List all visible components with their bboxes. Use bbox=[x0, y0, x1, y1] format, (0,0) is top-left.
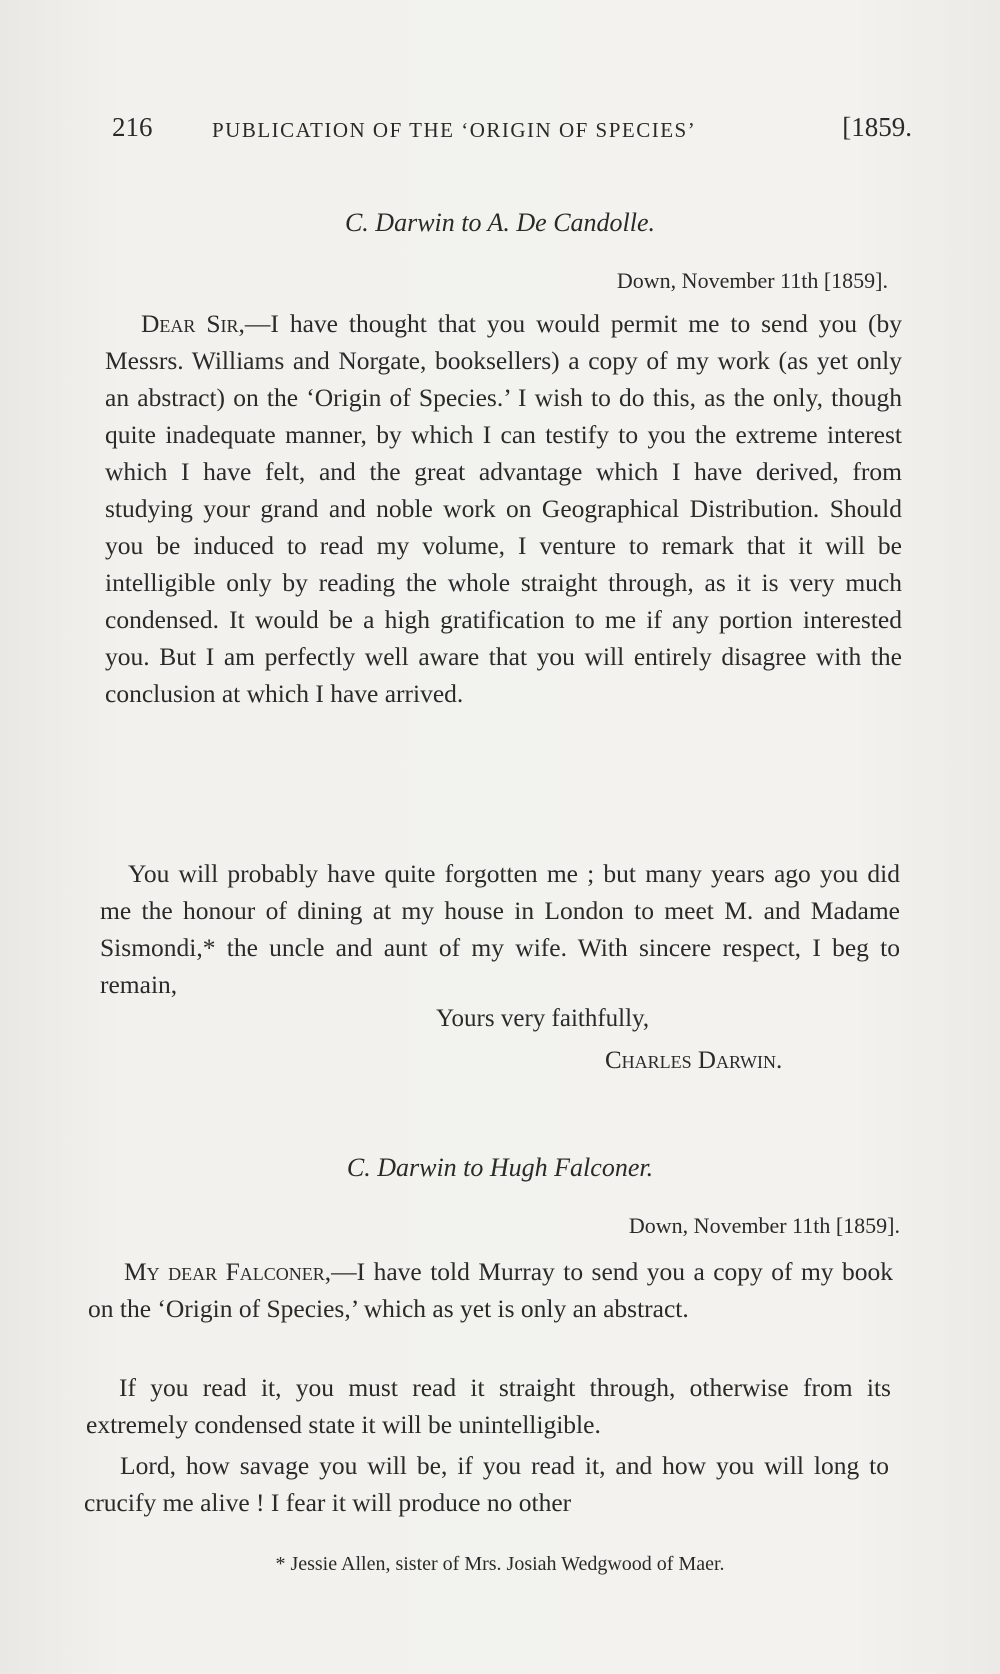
letter2-paragraph-1 bbox=[88, 1253, 893, 1327]
letter1-paragraph-1 bbox=[105, 305, 902, 712]
letter2-heading: C. Darwin to Hugh Falconer. bbox=[346, 1153, 654, 1182]
letter1-heading: C. Darwin to A. De Candolle. bbox=[344, 208, 656, 237]
letter2-dateline: Down, November 11th [1859]. bbox=[628, 1213, 900, 1238]
letter1-signature: Charles Darwin. bbox=[605, 1047, 783, 1074]
letter1-paragraph-2: You will probably have quite forgotten me ; but many years ago you did me the honour of dining at my house in London to meet M. and Madame Sismondi,* the uncle and aunt of my wife. With sincere respect, I beg to remain, bbox=[100, 859, 900, 999]
running-title: PUBLICATION OF THE ‘ORIGIN OF SPECIES’ bbox=[212, 118, 697, 142]
running-header bbox=[112, 112, 912, 152]
letter2-paragraph-3: Lord, how savage you will be, if you read it, and how you will long to crucify me alive ! I fear it will produce no other bbox=[84, 1451, 889, 1517]
footnote: * Jessie Allen, sister of Mrs. Josiah Wedgwood of Maer. bbox=[275, 1553, 725, 1575]
running-year: [1859. bbox=[842, 112, 912, 142]
letter1-body-1: —I have thought that you would permit me to send you (by Messrs. Williams and Norgate, booksellers) a copy of my work (as yet only an abstract) on the ‘Origin of Species.’ I wish to do this, as the only, though quite inadequate manner, by which I can testify to you the extreme interest which I have felt, and the great advantage which I have derived, from studying your grand and noble work on Geographical Distribution. Should you be induced to read my volume, I venture to remark that it will be intelligible only by reading the whole straight through, as it is very much condensed. It would be a high gratification to me if any portion interested you. But I am perfectly well aware that you will entirely disagree with the conclusion at which I have arrived. bbox=[105, 309, 902, 708]
page-number: 216 bbox=[112, 112, 153, 142]
letter1-closing: Yours very faithfully, bbox=[436, 1005, 650, 1032]
letter1-dateline: Down, November 11th [1859]. bbox=[616, 268, 888, 293]
letter2-body-1: —I have told Murray to send you a copy of my book on the ‘Origin of Species,’ which as yet is only an abstract. bbox=[88, 1257, 894, 1323]
letter2-salutation: My dear Falconer, bbox=[124, 1257, 332, 1286]
letter1-salutation: Dear Sir, bbox=[141, 309, 245, 338]
letter2-paragraph-2: If you read it, you must read it straight through, otherwise from its extremely condensed state it will be unintelligible. bbox=[86, 1373, 891, 1439]
